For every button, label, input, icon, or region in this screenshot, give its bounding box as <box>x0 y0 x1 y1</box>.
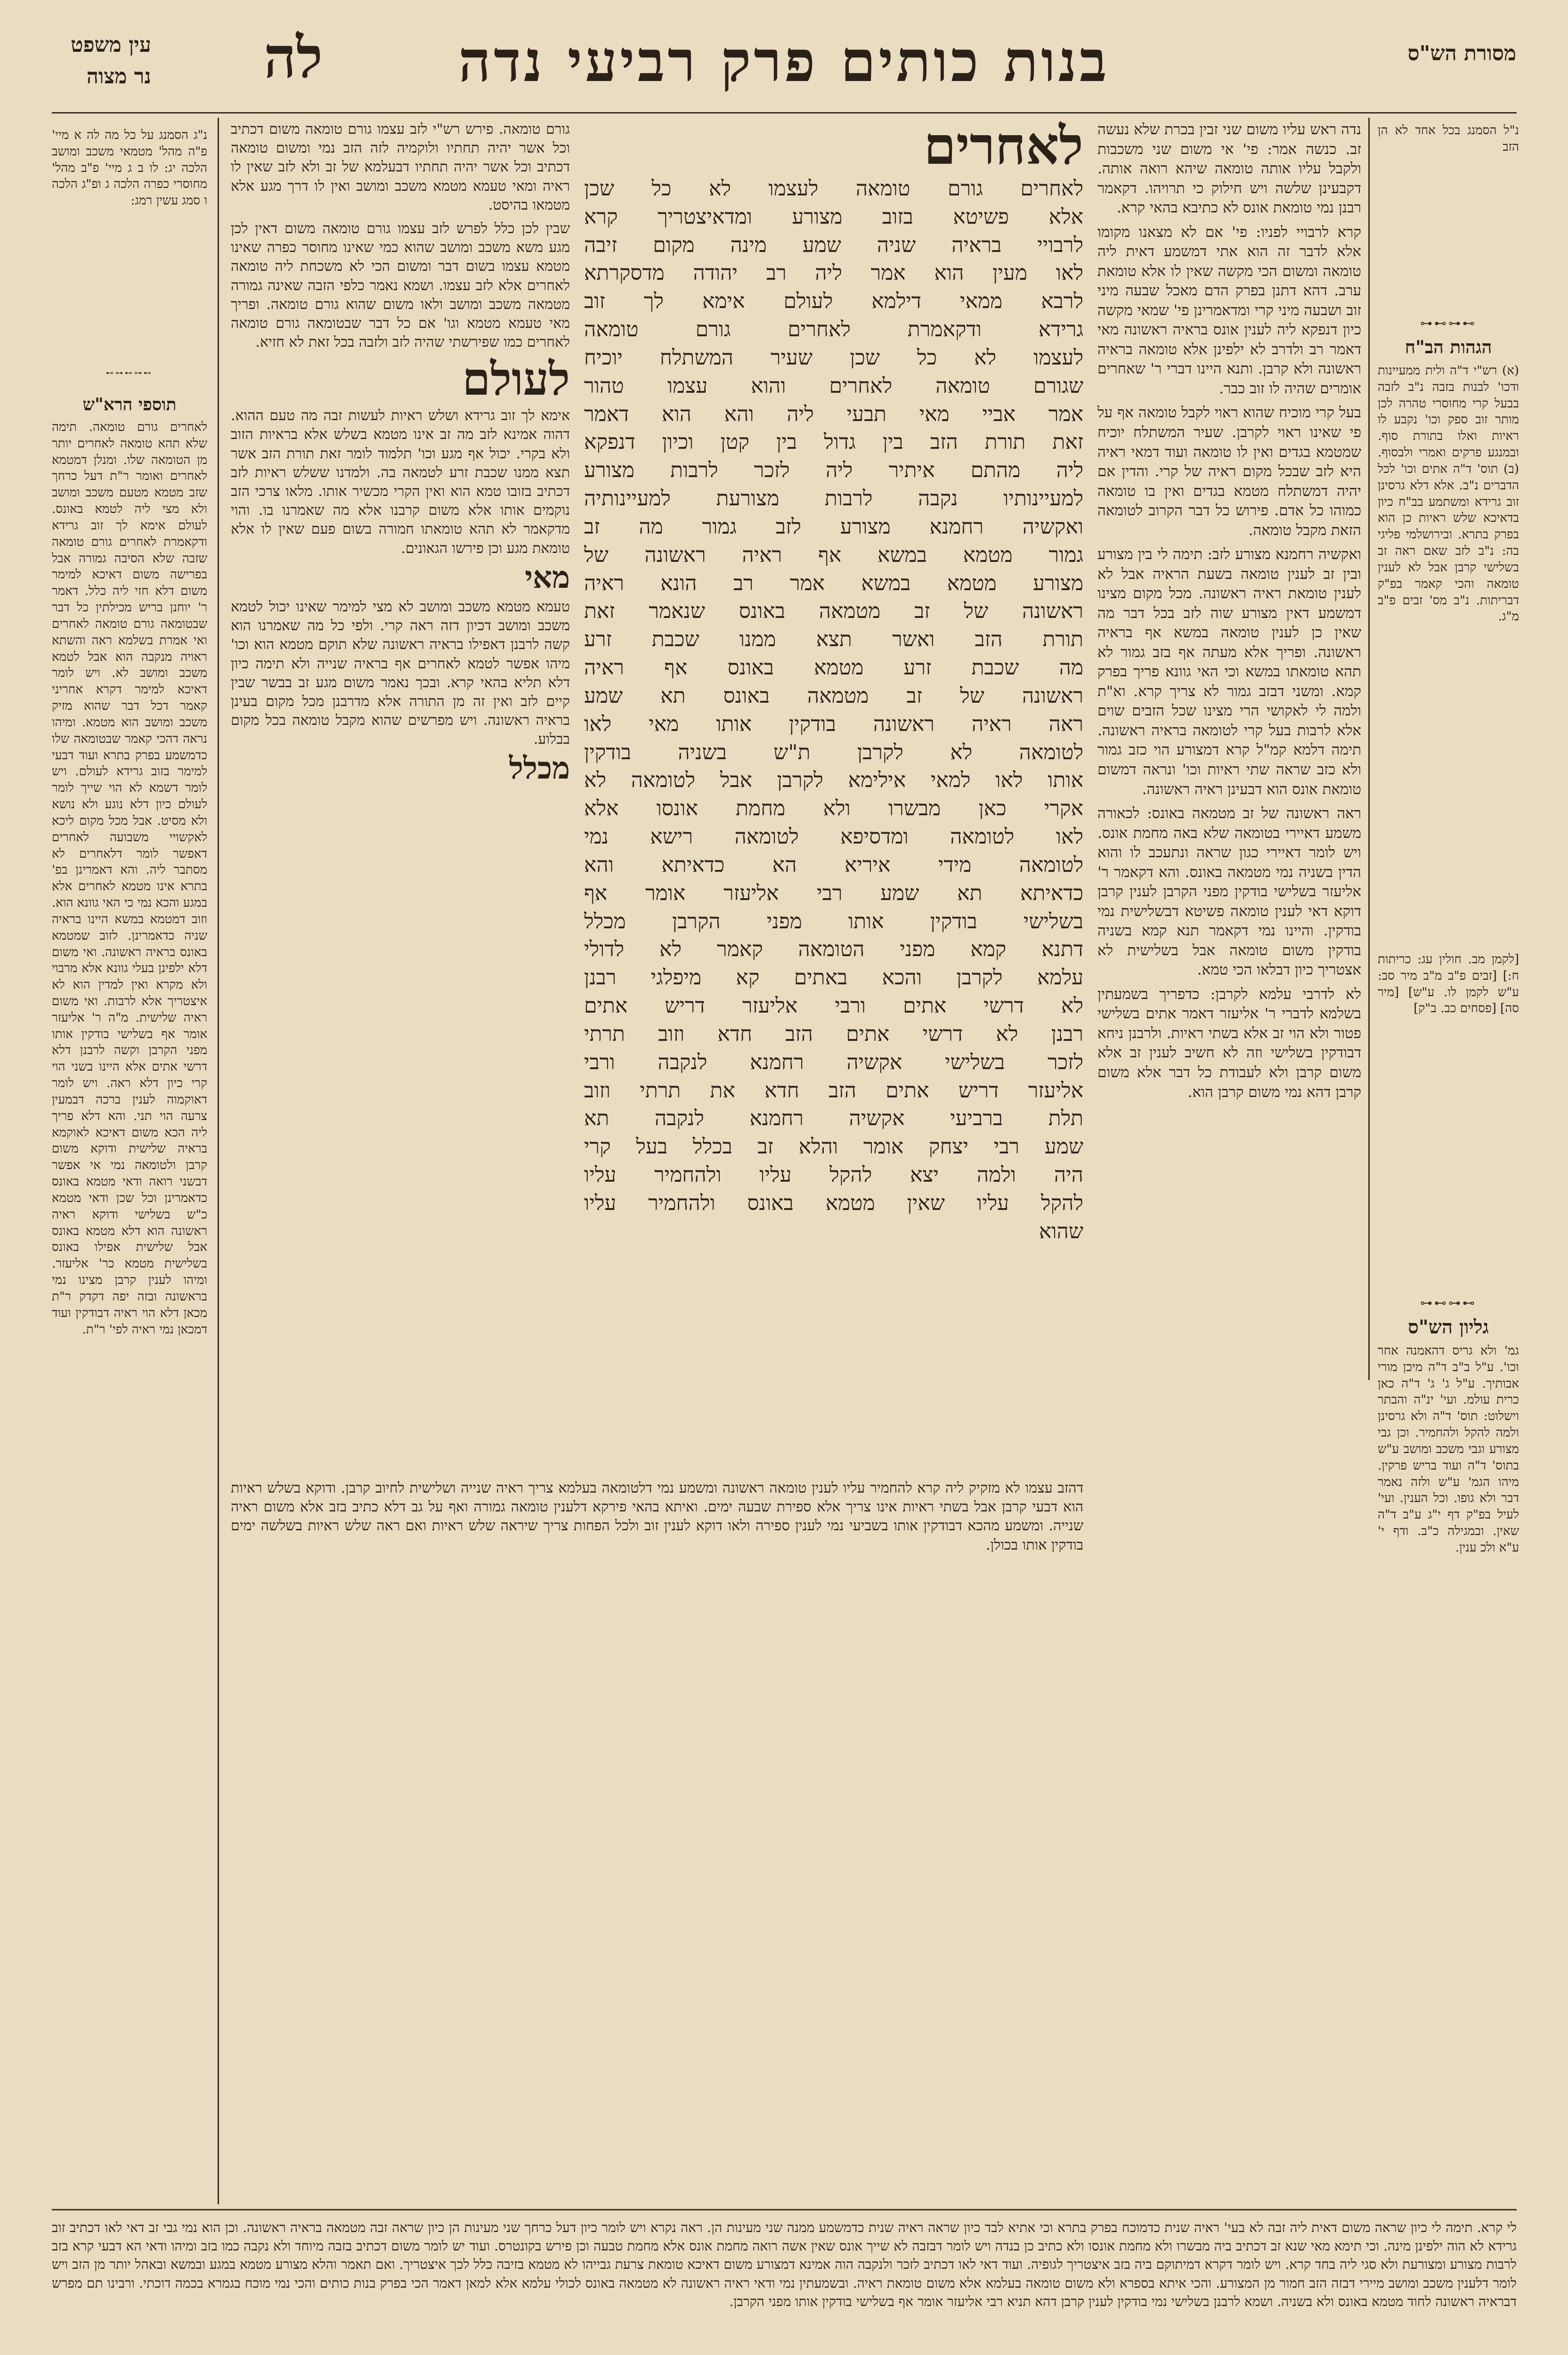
gemara-line: שמע רבי יצחק אומר והלא זב בכלל בעל קרי <box>584 1135 1083 1159</box>
gemara-line: למעיינותיו נקבה לרבות מצורעת למעיינותיה <box>584 487 1083 511</box>
gemara-line: רבנן לא דרשי אתים הזב חדא וזוב תרתי <box>584 1022 1083 1046</box>
tosafot-harosh-text: לאחרים גורם טומאה. תימה שלא תהא טומאה לאחרים יותר מן הטומאה שלו. ומנלן דמטמא לאחרים ואומר ר"ת דעל כרחך שזב מטמא מטעם משכב ומושב ולא מצי ליה לטמא באונס. לעולם אימא לך זוב גרידא ודקאמרת לאחרים גורם טומאה שזבה שלא הסיבה גמורה אבל בפרישה משום דאיכא למימר משום דלא חזי ליה כלל. דאמר ר' יוחנן בריש מכילתין כל דבר שבטומאה גורם טומאה לאחרים ואי אמרת בשלמא ראה והשתא ראויה מנקבה הוא אבל לטמא משכב ומושב לא. ויש לומר דאיכא למימר דקרא אחריני קאמר דכל דבר שהוא מזיק משכב ומושב הוא מטמא. ומיהו נראה דהכי קאמר שבטומאה שלו כדמשמע בפרק בתרא ועוד דבעי למימר בזוב גרידא לעולם. ויש לומר דשמא לא הוי שייך לומר לעולם כיון דלא נוגע ולא נושא ולא מסיט. אבל מכל מקום ליכא לאקשויי משבועה לאחרים דאפשר לומר דלאחרים לא מסתבר ליה. והא דאמרינן בפ' בתרא אינו מטמא לאחרים אלא במגע והכא נמי כי האי גוונא הוא. וזוב דמטמא במשא היינו בראיה שניה כדאמרינן. לזוב שמטמא באונס בראיה ראשונה. ואי משום דלא ילפינן בעלי גוונא אלא מרבוי ולא מקרא ואין למדין הוא לא איצטריך אלא לרבות. ואי משום ראיה שלישית. מ"ה ר' אליעזר אומר אף בשלישי בודקין אותו מפני הקרבן וקשה לרבנן דלא דרשי אתים אלא היינו בשני הוי קרי כיון דלא ראה. ויש לומר דאוקמוה לענין ברכה דבמעין צרעה הוי תני. והא דלא פריך ליה הכא משום דאיכא לאוקמא בראיה שלישית ודוקא משום קרבן ולטומאה נמי אי אפשר דבשני רואה ודאי מטמא באונס כדאמרינן וכל שכן ודאי מטמא כ"ש בשלישי ודוקא ראיה ראשונה הוא דלא מטמא באונס אבל שלישית אפילו באונס בשלישית מטמא כר' אליעזר. ומיהו לענין קרבן מצינו נמי בראשונה ובזה יפה דקדק ר"ת מכאן דלא הוי ראיה דבודקין ועוד דמכאן נמי ראיה לפי' ר"ת. <box>52 420 207 1337</box>
rashi-mikal-word: מכלל <box>509 751 570 787</box>
gemara-line: לאחרים גורם טומאה לעצמו לא כל שכן <box>584 177 1083 201</box>
tosafot-column <box>1097 120 1361 2202</box>
gemara-line: דתנא קמא מפני הטומאה קאמר לא לדולי <box>584 937 1083 962</box>
rashi-lower-column <box>231 1479 1083 2200</box>
gemara-line: אליעזר דריש אתים הזב חדא את תרתי וזוב <box>584 1078 1083 1103</box>
right-margin-rule <box>1368 118 1370 1380</box>
gemara-line: ואקשיה רחמנא מצורע לזב גמור מה זב <box>584 514 1083 539</box>
tosafot-p3: ואקשיה רחמנא מצורע לזב: תימה לי בין מצורע ובין זב לענין טומאה בשעת הראיה אבל לא לענין טומאת ראיה ראשונה. מכל מקום מצינו דמשמע דאין מצורע שוה לזב בכל דבר מה שאין כן לענין טומאה במשא אף בראיה ראשונה. ופריך אלא מעתה אף בזב גמור לא תהא טומאתו במשא וכי האי גוונא פריך בפרק קמא. ומשני דבזב גמור לא צריך קרא. וא"ת ולמה לי לאקושי הרי מצינו שכל הזבים שוים אלא לרבות בעל קרי לטומאה בראיה ראשונה. תימה דלמא קמ"ל קרא דמצורע הוי כזב גמור ולא כזב שראה שתי ראיות וכו' ונראה דמשום טומאת אונס הוא דבעינן ראיה ראשונה. <box>1097 546 1361 798</box>
gemara-line: לאו מעין הוא אמר ליה רב יהודה מדסקרתא <box>584 261 1083 285</box>
gemara-column <box>584 120 1083 1472</box>
gemara-line: להקל עליו שאין מטמא באונס ולהחמיר עליו <box>584 1191 1083 1215</box>
hagahot-title: הגהות הב"ח <box>1405 336 1492 357</box>
gilyon-text: גמ' ולא גריס דהאמנה אחר וכו'. ע"ל ב"ב ד"ה מיכן מורי אבותיך. ע"ל ג' ג' ד"ה כאן כרית עולמ. ועי' ינ"ה והבתר וישלוט: תוס' ד"ה ולא גרסינן ולמה להקל ולהחמיר. וכן גבי מצורע וגבי משכב ומושב ע"ש בתוס' ד"ה ועוד בריש פרקין. מיהו הגמ' ע"ש ולזה נאמר דבר ולא גופו. וכל הענין. ועי' לעיל בפ"ק דף י"ג ע"ב ד"ה שאין. ובמגילה כ"ב. ודף י' ע"א ולכ ענין. <box>1378 1344 1519 1555</box>
gemara-line: לאו לטומאה ומדסיפא לטומאה רישא נמי <box>584 825 1083 849</box>
gemara-line: ליה מהתם איתיר ליה לזכר לרבות מצורע <box>584 458 1083 483</box>
divider-flourish: ⊶⊷⊶⊷ <box>1420 317 1477 331</box>
page-title: בנות כותים פרק רביעי נדה <box>458 28 1110 95</box>
gemara-lead-word: לאחרים <box>924 120 1083 176</box>
gilyon-title: גליון הש"ס <box>1408 1316 1489 1338</box>
gemara-line: לרבויי בראיה שניה שמע מינה מקום זיבה <box>584 233 1083 257</box>
footer-commentary <box>52 2218 1517 2355</box>
gemara-line: תלת ברביעי אקשיה רחמנא לנקבה תא <box>584 1106 1083 1131</box>
gemara-line: לטומאה מידי איריא הא כדאיתא והא <box>584 853 1083 877</box>
gemara-line: לטומאה לא לקרבן ת"ש בשניה בודקין <box>584 740 1083 764</box>
gemara-line: לרבא ממאי דילמא לעולם אימא לך זוב <box>584 289 1083 314</box>
gemara-line: מה שכבת זרע מטמא באונס אף ראיה <box>584 656 1083 680</box>
gemara-line: אקרי כאן מבשרו ולא מחמת אונסו אלא <box>584 796 1083 821</box>
gemara-line: לעצמו לא כל שכן שעיר המשתלח יוכיח <box>584 345 1083 370</box>
tosafot-harosh-column <box>52 391 207 2190</box>
tosafot-intro: נדה ראש עליו משום שני זבין בכרת שלא נעשה זב. כנשה אמר: פי' אי משום שני משכבות ולקבל עליו אותה טומאה שיהא רואה אותה. דקבעינן שלשה ויש חילוק כי תרויהו. דקאמר רבנן נמי טומאת אונס לא כתיבא בהאי קרא. <box>1097 121 1361 217</box>
gemara-line: עלמא לקרבן והכא באתים קא מיפלגי רבנן <box>584 966 1083 990</box>
gemara-line: היה ולמה יצא להקל עליו ולהחמיר עליו <box>584 1162 1083 1187</box>
masoret-header: מסורת הש"ס <box>1407 41 1516 65</box>
gemara-line: לזכר בשלישי אקשיה רחמנא לנקבה ורבי <box>584 1050 1083 1074</box>
left-margin-rule <box>218 118 219 2204</box>
gemara-line: שהוא <box>1039 1219 1083 1243</box>
rashi-p1: שבין לכן כלל לפרש לזב עצמו גורם טומאה משום דאין לכן מגע משא משכב ומושב שהוא כמי שאינו מחוסר כפרה שאינו מטמא עצמו בשום דבר ומשום הכי לא משכחת ליה טומאה לאחרים אלא לזב עצמו. ושמא נאמר כלפי הזבה שאינה גמורה מטמאה משכב ומושב ולאו משום שהוא גורם טומאה. ופריך מאי טעמא מטמא וגו' אם כל דבר שבטומאה גורם טומאה לאחרים כמו שפירשתי שהיה לזב ולזבה בכל זאת לא חזיא. <box>231 220 570 351</box>
gemara-line: ראה ראיה ראשונה בודקין אותו מאי לאו <box>584 712 1083 736</box>
tosafot-p2: בעל קרי מוכיח שהוא ראוי לקבל טומאה אף על פי שאינו ראוי לקרבן. שעיר המשתלח יוכיח שמטמא בגדים ואין לו טומאה ועוד דמאי ראיה היא לזב שבכל מקום ראיה של קרי. והדין אם יהיה דמשתלח מטמא בגדים ואין בו טומאה כמוהו כל אדם. פירוש כל דבר הקרוב לטומאה הזאת מקבל טומאה. <box>1097 404 1361 539</box>
daf-number: לה <box>264 24 323 91</box>
gemara-line: שגורם טומאה לאחרים והוא עצמו טהור <box>584 374 1083 398</box>
gemara-line: אלא פשיטא בזוב מצורע ומדאיצטריך קרא <box>584 204 1083 229</box>
tosafot-harosh-title: תוספי הרא"ש <box>82 395 177 414</box>
gemara-line: לא דרשי אתים ורבי אליעזר דריש אתים <box>584 994 1083 1018</box>
footer-main: לי קרא. תימה לי כיון שראה משום דאית ליה זבה לא בעי' ראיה שנית כדמוכח בפרק בתרא וכי אתיא לבד כיון שראה ראיה שנית כדמשמע ממנה שני מעינות הן. ראה נקרא ויש לומר כיון דעל כרחך שני מעינות הן כיון שראה זבה מטמאה בראיה ראשונה. וכן הוא נמי גבי זב דאי לאו דכתיב זוב גרידא לא הוה ילפינן מינה. וכי תימא מאי שנא זב דכתיב ביה מבשרו ולא מחמת אונסו ולא כתיב כן בנדה ויש לומר דבזבה לא שייך אונס שאין אשה רואה מחמת אונס אלא מחמת טבעה וכן פירש בקונטרס. ועוד יש לומר משום דכתיב בזבה מיוחד ולא נקבה כמו בזב ומיהו ודאי הא דבעי קרא בזב לרבות מצורע ומצורעת ולא סגי ליה בחד קרא. ויש לומר דקרא דמיתוקם ביה בזב איצטריך לגופיה. ועוד דאי לאו דכתיב לזכר ולנקבה הוה אמינא דמצורע משום דאיכא טומאת צרעת גבייהו לא מטמא בזיבה כלל לכך איצטריך. ואם תאמר והלא מצורע מטמא במגע ובמשא ובאהל יותר מן הזב ויש לומר דלענין משכב ומושב מיירי דבזה הזב חמור מן המצורע. והכי איתא בספרא ולא משום טומאה בעלמא אלא משום טומאת ראיה. ובשמעתין נמי ודאי ראיה ראשונה לא מטמאה באונס לכולי עלמא אלא למאן דאמר הכי בפרק בנות כותים והכי נמי מוכח בגמרא בכמה דוכתי. ורבינו תם מפרש דבראיה ראשונה לחוד מטמא באונס ולא בשניה. ושמא לרבנן בשלישי נמי בודקין לענין קרבן דהא תניא רבי אליעזר אומר אף בשלישי בודקין אותו מפני הקרבן. <box>52 2220 1517 2309</box>
rashi-column <box>231 120 570 1444</box>
divider-flourish: ⊶⊷⊶⊷ <box>1420 1296 1477 1310</box>
tosafot-p4: ראה ראשונה של זב מטמאה באונס: לכאורה משמע דאיירי בטומאה שלא באה מחמת אונס. ויש לומר דאיירי כגון שראה ונתעכב לו והוא הדין בשניה נמי מטמאה באונס. והא דקאמר ר' אליעזר בשלישי בודקין מפני הקרבן לענין קרבן דוקא דאי לענין טומאה פשיטא דבשלישית נמי בודקין. והיינו נמי דקאמר תנא קמא בשניה בודקין משום טומאה אבל בשלישית לא אצטריך כיון דבלאו הכי טמא. <box>1097 805 1361 979</box>
hagahot-column <box>1378 311 1519 942</box>
ner-mitzvah-label: נר מצוה <box>86 65 151 89</box>
footer-rule <box>52 2209 1517 2210</box>
rashi-mai-word: מאי <box>525 560 570 595</box>
header-rule <box>52 112 1517 114</box>
rashi-p2: אימא לך זוב גרידא ושלש ראיות לעשות זבה מה טעם ההוא. דהוה אמינא לזב מה זב אינו מטמא בשלש אלא בראיות הזוב ולא בקרי. יכול אף מגע וכו' תלמוד לומר זאת תורת הזב אשר תצא ממנו שכבת זרע לטמאה בה. ולמדנו ששלש ראיות לזב דכתיב בזובו טמא הוא ואין הקרי מכשיר אותו. מלאו צרכי הזב נוקמים אותו אלא משום קרבנו אלא מה שאמרנו בו. והוי מדקאמר לא תהא טומאתו חמורה בשום פעם שאין לו אלא טומאת מגע וכן פירשו הגאונים. <box>231 407 570 557</box>
divider-flourish: ⊶⊷⊶⊷⊶ <box>106 368 153 377</box>
rashi-intro: גורם טומאה. פירש רש"י לזב עצמו גורם טומאה משום דכתיב וכל אשר יהיה תחתיו ולוקמיה לזה הזב נמי ומשום טומאה דכתיב וכל אשר יהיה תחתיו דבעלמא של זב ולא לזב שאין לו ראיה ומאי טעמא מטמא משכב ומושב ואין לו דרך מגע אלא מטמאו בהיסט. <box>231 121 570 213</box>
gemara-line: מצורע מטמא במשא אמר רב הונא ראיה <box>584 571 1083 595</box>
gemara-line: ראשונה של זב מטמאה באונס תא שמע <box>584 683 1083 708</box>
ein-mishpat-column <box>52 127 207 344</box>
gemara-line: גמור מטמא במשא אף ראיה ראשונה של <box>584 543 1083 567</box>
hagahot-text: (א) רש"י ד"ה ולית ממעיינות ודכו' לבנות בזבה נ"ב לזבה בבעל קרי מחוסרי טהרה לכן מותר זוב ספק וכו' נקבע לו ראיות ואלו בתורת סוף. ובמנגע פרקים ואמרי ולבסוף. (ב) תוס' ד"ה אתים וכו' לכל הדברים נ"ב. אלא דלא גרסינן זוב גרידא ומשתמע בב"ח כיון בדאיכא שלש ראיות כן הוא בפרק בתרא. ובירושלמי פליגי בה: נ"ב לזב שאם ראה זב בשלישי קרבן אבל לא לענין טומאה והכי קאמר בפ"ק דבריתות. נ"ב מס' זבים פ"ב מ"ג. <box>1378 364 1519 624</box>
gemara-line: גרידא ודקאמרת לאחרים גורם טומאה <box>584 317 1083 342</box>
tosafot-p5: לא לדרבי עלמא לקרבן: כדפריך בשמעתין בשלמא לדברי ר' אליעזר דאמר אתים בשלישי פטור ולא הוי זב אלא בשתי ראיות. ולרבנן ניחא דבודקין בשלישי וזה לא חשיב לענין זב אלא משום קרבן ולא לעבודת כל דבר אלא משום קרבן דהא נמי משום קרבן הוא. <box>1097 985 1361 1101</box>
ein-mishpat-label: עין משפט <box>71 33 151 57</box>
rashi-leolam-word: לעולם <box>462 352 570 406</box>
gemara-line: אמר אביי מאי תבעי ליה והא הוא דאמר <box>584 402 1083 426</box>
gemara-text <box>584 175 1083 1245</box>
gemara-line: תורת הזב ואשר תצא ממנו שכבת זרע <box>584 627 1083 652</box>
gemara-line: ראשונה של זב מטמאה באונס שנאמר זאת <box>584 599 1083 624</box>
ein-mishpat-notes: נ"ג הסמנג על כל מה לה א מיי' פ"ה מהל' מטמאי משכב ומושב הלכה יג: לו ב ג מיי' פ"ב מהל' מחוסרי כפרה הלכה ג ופ"ג הלכה ו סמג עשין רמג: <box>52 128 207 208</box>
tosafot-p1: קרא לרבויי לפניו: פי' אם לא מצאנו מקומו אלא לדבר זה הוא אתי דמשמע דאית ליה טומאה ומשום הכי מקשה שאין לו אלא טומאת ערב. דהא דתנן בפרק הדם מאכל שבעה מיני זוב ושבעה מיני קרי ומדאמרינן פי' שמאי מקשה כיון דנפקא ליה לענין אונס בראיה ראשונה מאי דאמר רב ולדרב לא ילפינן אלא טומאה בראיה ראשונה ולא קרבן. ותנא היינו דברי ר' שאחרים אומרים שהיה לו זוב כבר. <box>1097 223 1361 397</box>
gemara-line: אותו לאו למאי אילימא לקרבן אבל לטומאה לא <box>584 768 1083 793</box>
rashi-p3: טעמא מטמא משכב ומושב לא מצי למימר שאינו יכול לטמא משכב ומושב דכיון דזה ראה קרי. ולפי כל מה שאמרנו הוא קשה לרבנן דאפילו בראיה ראשונה שלא תוקם מטמא הוא וכו' מיהו אפשר לטמא לאחרים אף בראיה שנייה ולא תימה כיון דלא תליא בהאי קרא. ובכך נאמר משום מגע זב בבשר שבין קיים לזב ואין זה מן התורה אלא מדרבנן מכל מקום בעינן בראיה ראשונה. ויש מפרשים שהוא מקבל טומאה בכל מקום בבלוע. <box>231 598 570 748</box>
gemara-line: זאת תורת הזב בין גדול בין קטן וכיון דנפקא <box>584 430 1083 455</box>
gilyon-column <box>1378 1291 1519 1837</box>
side-refs: [לקמן מב. חולין עג: כריתות ח:] [זבים פ"ב מ"ב מיר סב: ע"ש לקמן לו. ע"ש] [מיר סה] [פסחים כב. ב"ק] <box>1378 952 1519 1016</box>
rashi-p4: דהזב עצמו לא מזקיק ליה קרא להחמיר עליו לענין טומאה ראשונה ומשמע נמי דלטומאה בעלמא צריך ראיה שנייה ושלישית לחיוב קרבן. ודוקא בשלש ראיות הוא דבעי קרבן אבל בשתי ראיות אינו צריך אלא ספירת שבעה ימים. ואיתא בהאי פירקא דלענין טומאה גמורה ואף על גב דלא כתיב בזב אלא משום ראיה שנייה. ומשמע מהכא דבודקין אותו בשביעי נמי לענין ספירה ולאו דוקא לענין זוב ולכל הפחות צריך שיראה שלש ראיות ואם ראה שלש ראיות בשלשה ימים בודקין אותו בכולן. <box>231 1480 1083 1553</box>
side-refs-column <box>1378 951 1519 1281</box>
masoret-column <box>1378 122 1519 311</box>
masoret-notes: נ"ל הסמנג בכל אחד לא הן הזב <box>1378 123 1519 154</box>
gemara-line: בשלישי בודקין אותו מפני הקרבן מכלל <box>584 909 1083 934</box>
gemara-line: כדאיתא תא שמע רבי אליעזר אומר אף <box>584 881 1083 905</box>
